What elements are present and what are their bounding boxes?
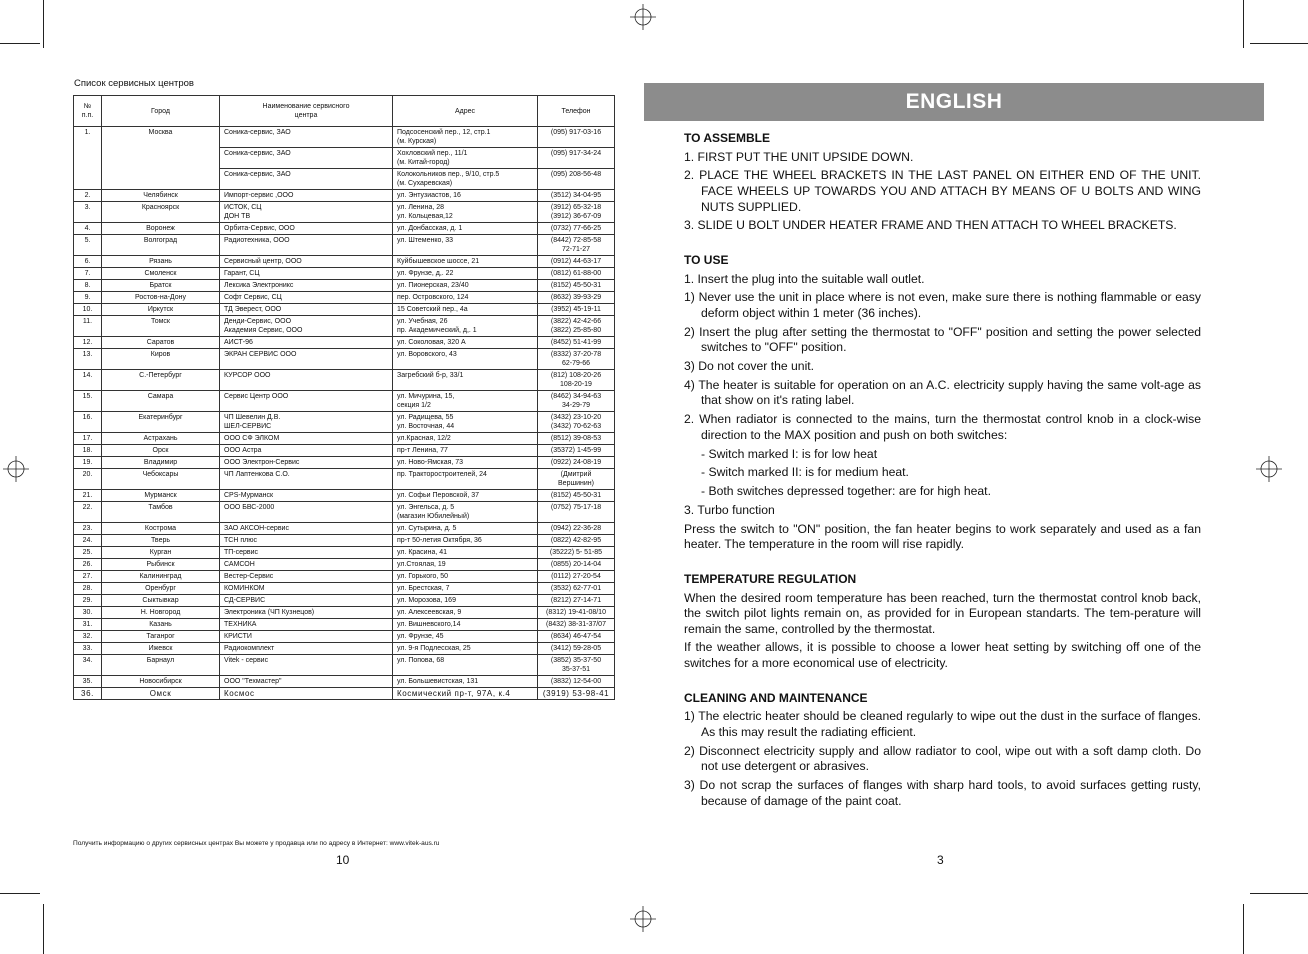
service-centers-body bbox=[74, 127, 615, 700]
row-city: Новосибирск bbox=[102, 676, 220, 688]
section-heading: TEMPERATURE REGULATION bbox=[684, 571, 857, 586]
row-city: Астрахань bbox=[102, 433, 220, 445]
row-center-name: КРИСТИ bbox=[220, 631, 393, 643]
table-row bbox=[74, 316, 615, 337]
table-row bbox=[74, 655, 615, 676]
row-center-name: ООО Электрон-Сервис bbox=[220, 457, 393, 469]
switch-item: - Switch marked I: is for low heat bbox=[701, 446, 878, 461]
list-item: 3. Turbo function bbox=[684, 502, 775, 517]
section-assemble bbox=[684, 131, 1201, 234]
table-row bbox=[74, 292, 615, 304]
row-address: ул. Брестская, 7 bbox=[393, 583, 538, 595]
row-city: Омск bbox=[102, 688, 220, 700]
row-center-name: АИСТ-96 bbox=[220, 337, 393, 349]
list-item: 4) The heater is suitable for operation on an A.C. electricity supply having the same volt-age as that show on it's rating label. bbox=[684, 377, 1201, 408]
row-number: 33. bbox=[74, 643, 102, 655]
row-phone: (8212) 27-14-71 bbox=[538, 595, 615, 607]
row-city: Ижевск bbox=[102, 643, 220, 655]
row-phone: (8432) 38-31-37/07 bbox=[538, 619, 615, 631]
row-number: 29. bbox=[74, 595, 102, 607]
row-number: 31. bbox=[74, 619, 102, 631]
row-address: ул. Донбасская, д. 1 bbox=[393, 223, 538, 235]
table-row bbox=[74, 280, 615, 292]
section-heading: TO ASSEMBLE bbox=[684, 131, 771, 145]
row-center-name: Импорт-сервис ,ООО bbox=[220, 190, 393, 202]
row-center-name: Софт Сервис, СЦ bbox=[220, 292, 393, 304]
row-center-name: САМСОН bbox=[220, 559, 393, 571]
row-number: 11. bbox=[74, 316, 102, 337]
table-row bbox=[74, 490, 615, 502]
row-city: Н. Новгород bbox=[102, 607, 220, 619]
row-address: ул. Красина, 41 bbox=[393, 547, 538, 559]
table-row bbox=[74, 256, 615, 268]
crop-mark bbox=[1243, 904, 1244, 954]
row-center-name: Сервис Центр ООО bbox=[220, 391, 393, 412]
table-row bbox=[74, 547, 615, 559]
row-address: ул. Горького, 50 bbox=[393, 571, 538, 583]
table-row bbox=[74, 202, 615, 223]
row-address: ул. 9-я Подлесская, 25 bbox=[393, 643, 538, 655]
page-number-right: 3 bbox=[937, 853, 944, 867]
row-phone: (3532) 62-77-01 bbox=[538, 583, 615, 595]
row-phone: (8152) 45-50-31 bbox=[538, 490, 615, 502]
row-center-name: ЧП Шевелин Д.В. ШЕЛ-СЕРВИС bbox=[220, 412, 393, 433]
list-item: 1. Insert the plug into the suitable wall outlet. bbox=[684, 271, 925, 286]
row-address: 15 Советский пер., 4а bbox=[393, 304, 538, 316]
table-row bbox=[74, 535, 615, 547]
row-address: ул. Алексеевская, 9 bbox=[393, 607, 538, 619]
row-number: 23. bbox=[74, 523, 102, 535]
row-phone: (0752) 75-17-18 bbox=[538, 502, 615, 523]
row-number: 4. bbox=[74, 223, 102, 235]
row-address: ул. Софьи Перовской, 37 bbox=[393, 490, 538, 502]
row-phone: (8332) 37-20-78 62-79-66 bbox=[538, 349, 615, 370]
switch-item: - Both switches depressed together: are for high heat. bbox=[701, 484, 991, 499]
row-city: С.-Петербург bbox=[102, 370, 220, 391]
row-phone: (0855) 20-14-04 bbox=[538, 559, 615, 571]
row-phone: (8634) 46-47-54 bbox=[538, 631, 615, 643]
row-center-name: Орбита-Сервис, ООО bbox=[220, 223, 393, 235]
row-address: пр. Тракторостроителей, 24 bbox=[393, 469, 538, 490]
table-row bbox=[74, 268, 615, 280]
row-address: Куйбышевское шоссе, 21 bbox=[393, 256, 538, 268]
row-city: Челябинск bbox=[102, 190, 220, 202]
row-center-name: КУРСОР ООО bbox=[220, 370, 393, 391]
table-row bbox=[74, 445, 615, 457]
row-phone: (095) 917-03-16 bbox=[538, 127, 615, 148]
row-phone: (8462) 34-94-63 34-29-79 bbox=[538, 391, 615, 412]
section-cleaning bbox=[684, 691, 1201, 810]
row-number: 9. bbox=[74, 292, 102, 304]
crop-mark bbox=[1243, 0, 1244, 48]
row-city: Сыктывкар bbox=[102, 595, 220, 607]
row-phone: (0922) 24-08-19 bbox=[538, 457, 615, 469]
row-phone: (0912) 44-63-17 bbox=[538, 256, 615, 268]
row-number: 35. bbox=[74, 676, 102, 688]
crop-mark bbox=[1250, 43, 1308, 44]
list-item: 1. FIRST PUT THE UNIT UPSIDE DOWN. bbox=[684, 149, 914, 164]
list-item: 2) Insert the plug after setting the thermostat to "OFF" position and setting the power selected switches to "OFF" position. bbox=[684, 324, 1201, 355]
row-center-name: Радиокомплект bbox=[220, 643, 393, 655]
row-phone: (3822) 42-42-66 (3822) 25-85-80 bbox=[538, 316, 615, 337]
row-center-name: Лексика Электроникс bbox=[220, 280, 393, 292]
row-city: Рязань bbox=[102, 256, 220, 268]
list-item: 3) Do not cover the unit. bbox=[684, 359, 815, 374]
row-phone: (8442) 72-85-58 72-71-27 bbox=[538, 235, 615, 256]
list-item: 2) Disconnect electricity supply and allow radiator to cool, wipe out with a soft damp cloth. Do not use detergent or abrasives. bbox=[684, 743, 1201, 774]
row-number: 1. bbox=[74, 127, 102, 190]
row-number: 34. bbox=[74, 655, 102, 676]
row-address: ул. Фрунзе, д,. 22 bbox=[393, 268, 538, 280]
row-phone: (0732) 77-66-25 bbox=[538, 223, 615, 235]
row-city: Братск bbox=[102, 280, 220, 292]
row-phone: (812) 108-20-26 108-20-19 bbox=[538, 370, 615, 391]
table-row bbox=[74, 631, 615, 643]
row-center-name: ООО СФ ЭЛКОМ bbox=[220, 433, 393, 445]
row-phone: (8312) 19-41-08/10 bbox=[538, 607, 615, 619]
table-row bbox=[74, 391, 615, 412]
row-center-name: Соника-сервис, ЗАО bbox=[220, 127, 393, 148]
row-city: Красноярск bbox=[102, 202, 220, 223]
table-row bbox=[74, 502, 615, 523]
row-city: Таганрог bbox=[102, 631, 220, 643]
row-number: 20. bbox=[74, 469, 102, 490]
row-number: 5. bbox=[74, 235, 102, 256]
row-address: ул.Красная, 12/2 bbox=[393, 433, 538, 445]
row-center-name: ИСТОК, СЦ ДОН ТВ bbox=[220, 202, 393, 223]
row-city: Волгоград bbox=[102, 235, 220, 256]
table-row bbox=[74, 469, 615, 490]
row-number: 18. bbox=[74, 445, 102, 457]
row-address: ул. Ленина, 28 ул. Кольцевая,12 bbox=[393, 202, 538, 223]
row-address: ул. Энгельса, д. 5 (магазин Юбилейный) bbox=[393, 502, 538, 523]
registration-mark-icon bbox=[1256, 456, 1282, 482]
row-phone: (095) 208-56-48 bbox=[538, 169, 615, 190]
row-city: Калининград bbox=[102, 571, 220, 583]
row-address: ул. Пионерская, 23/40 bbox=[393, 280, 538, 292]
row-phone: (8152) 45-50-31 bbox=[538, 280, 615, 292]
row-phone: (3832) 12-54-00 bbox=[538, 676, 615, 688]
table-row bbox=[74, 523, 615, 535]
row-address: ул. Попова, 68 bbox=[393, 655, 538, 676]
row-city: Ростов-на-Дону bbox=[102, 292, 220, 304]
row-city: Курган bbox=[102, 547, 220, 559]
row-address: Хохловский пер., 11/1 (м. Китай-город) bbox=[393, 148, 538, 169]
row-phone: (095) 917-34-24 bbox=[538, 148, 615, 169]
list-item: 1) The electric heater should be cleaned regularly to wipe out the dust in the surface of flanges. As this may result the radiating efficient. bbox=[684, 709, 1201, 739]
row-phone: (3952) 45-19-11 bbox=[538, 304, 615, 316]
row-city: Рыбинск bbox=[102, 559, 220, 571]
row-address: ул. Учебная, 26 пр. Академический, д,. 1 bbox=[393, 316, 538, 337]
row-center-name: ТД Эверест, ООО bbox=[220, 304, 393, 316]
table-row bbox=[74, 349, 615, 370]
row-address: ул. Энтузиастов, 16 bbox=[393, 190, 538, 202]
row-number: 19. bbox=[74, 457, 102, 469]
service-centers-table bbox=[73, 95, 615, 700]
page-number-left: 10 bbox=[336, 853, 350, 867]
row-number: 26. bbox=[74, 559, 102, 571]
table-row bbox=[74, 190, 615, 202]
crop-mark bbox=[1250, 893, 1308, 894]
list-item: 2. When radiator is connected to the mains, turn the thermostat control knob in a clock-wise direction to the MAX position and push on both switches: bbox=[684, 412, 1201, 442]
row-city: Чебоксары bbox=[102, 469, 220, 490]
row-address: ул. Большевистская, 131 bbox=[393, 676, 538, 688]
row-phone: (Дмитрий Вершинин) bbox=[538, 469, 615, 490]
header-city: Город bbox=[102, 96, 220, 127]
row-center-name: ЭКРАН СЕРВИС ООО bbox=[220, 349, 393, 370]
row-center-name: Сервисный центр, ООО bbox=[220, 256, 393, 268]
row-address: Колокольников пер., 9/10, стр.5 (м. Сухаревская) bbox=[393, 169, 538, 190]
row-city: Оренбург bbox=[102, 583, 220, 595]
row-number: 17. bbox=[74, 433, 102, 445]
row-center-name: Соника-сервис, ЗАО bbox=[220, 169, 393, 190]
list-item: 3. SLIDE U BOLT UNDER HEATER FRAME AND THEN ATTACH TO WHEEL BRACKETS. bbox=[684, 218, 1177, 233]
row-phone: (0812) 61-88-00 bbox=[538, 268, 615, 280]
row-phone: (8632) 39-93-29 bbox=[538, 292, 615, 304]
row-address: ул. Мичурина, 15, секция 1/2 bbox=[393, 391, 538, 412]
row-address: ул. Ново-Ямская, 73 bbox=[393, 457, 538, 469]
table-row bbox=[74, 127, 615, 148]
header-address: Адрес bbox=[393, 96, 538, 127]
row-center-name: ЧП Лаптенкова С.О. bbox=[220, 469, 393, 490]
row-address: ул. Радищева, 55 ул. Восточная, 44 bbox=[393, 412, 538, 433]
row-center-name: ТСН плюс bbox=[220, 535, 393, 547]
row-address: ул. Сутырина, д. 5 bbox=[393, 523, 538, 535]
row-number: 7. bbox=[74, 268, 102, 280]
row-center-name: ООО БВС-2000 bbox=[220, 502, 393, 523]
crop-mark bbox=[43, 904, 44, 954]
row-city: Самара bbox=[102, 391, 220, 412]
header-center-name: Наименование сервисного центра bbox=[220, 96, 393, 127]
row-city: Барнаул bbox=[102, 655, 220, 676]
row-number: 22. bbox=[74, 502, 102, 523]
crop-mark bbox=[0, 893, 40, 894]
table-row bbox=[74, 595, 615, 607]
row-number: 25. bbox=[74, 547, 102, 559]
row-address: пер. Островского, 124 bbox=[393, 292, 538, 304]
row-center-name: ЗАО АКСОН-сервис bbox=[220, 523, 393, 535]
row-address: ул. Соколовая, 320 А bbox=[393, 337, 538, 349]
row-number: 10. bbox=[74, 304, 102, 316]
section-use bbox=[684, 253, 1201, 553]
row-address: ул. Штеменко, 33 bbox=[393, 235, 538, 256]
table-row bbox=[74, 583, 615, 595]
table-row bbox=[74, 235, 615, 256]
row-phone: (35372) 1-45-99 bbox=[538, 445, 615, 457]
row-phone: (3432) 23-10-20 (3432) 70-62-63 bbox=[538, 412, 615, 433]
row-city: Иркутск bbox=[102, 304, 220, 316]
row-center-name: CPS-Мурманск bbox=[220, 490, 393, 502]
row-address: Космический пр-т, 97А, к.4 bbox=[393, 688, 538, 700]
row-number: 14. bbox=[74, 370, 102, 391]
row-address: ул. Морозова, 169 bbox=[393, 595, 538, 607]
registration-mark-icon bbox=[3, 456, 29, 482]
table-row bbox=[74, 337, 615, 349]
section-temperature bbox=[684, 572, 1201, 672]
service-info-footer: Получить информацию о других сервисных центрах Вы можете у продавца или по адресу в Интернет: www.vitek-aus.ru bbox=[73, 840, 440, 847]
row-address: пр-т Ленина, 77 bbox=[393, 445, 538, 457]
row-phone: (8512) 39-08-53 bbox=[538, 433, 615, 445]
service-list-title: Список сервисных центров bbox=[74, 78, 194, 89]
paragraph: If the weather allows, it is possible to choose a lower heat setting by switching off one of the switches for a more economical use of electricity. bbox=[684, 640, 1201, 671]
table-row bbox=[74, 370, 615, 391]
row-number: 24. bbox=[74, 535, 102, 547]
row-center-name: ООО "Техмастер" bbox=[220, 676, 393, 688]
row-number: 16. bbox=[74, 412, 102, 433]
table-row bbox=[74, 412, 615, 433]
row-center-name: ООО Астра bbox=[220, 445, 393, 457]
row-phone: (0822) 42-82-95 bbox=[538, 535, 615, 547]
row-city: Орск bbox=[102, 445, 220, 457]
table-row bbox=[74, 223, 615, 235]
list-item: 3) Do not scrap the surfaces of flanges with sharp hard tools, to avoid surfaces getting rusty, because of damage of the paint coat. bbox=[684, 778, 1201, 808]
registration-mark-icon bbox=[630, 906, 656, 932]
table-row bbox=[74, 688, 615, 700]
list-item: 2. PLACE THE WHEEL BRACKETS IN THE LAST PANEL ON EITHER END OF THE UNIT. FACE WHEELS UP TOWARDS YOU AND ATTACH BY MEANS OF U BOLTS AND WING NUTS SUPPLIED. bbox=[684, 168, 1201, 214]
language-banner: ENGLISH bbox=[644, 83, 1264, 121]
row-city: Саратов bbox=[102, 337, 220, 349]
row-phone: (8452) 51-41-99 bbox=[538, 337, 615, 349]
row-address: Загребский б-р, 33/1 bbox=[393, 370, 538, 391]
row-number: 36. bbox=[74, 688, 102, 700]
section-heading: TO USE bbox=[684, 252, 729, 267]
row-center-name: ТЕХНИКА bbox=[220, 619, 393, 631]
row-center-name: ТП-сервис bbox=[220, 547, 393, 559]
crop-mark bbox=[43, 0, 44, 48]
row-phone: (0942) 22-36-28 bbox=[538, 523, 615, 535]
header-number: № п.п. bbox=[74, 96, 102, 127]
row-center-name: Денди-Сервис, ООО Академия Сервис, ООО bbox=[220, 316, 393, 337]
row-number: 32. bbox=[74, 631, 102, 643]
row-number: 21. bbox=[74, 490, 102, 502]
paragraph: When the desired room temperature has been reached, turn the thermostat control knob back, the switch pilot lights remain on, as provided for in European standarts. The tem-perature will remain the same, controlled by the thermostat. bbox=[684, 590, 1201, 636]
row-phone: (3912) 65-32-18 (3912) 36-67-09 bbox=[538, 202, 615, 223]
row-number: 28. bbox=[74, 583, 102, 595]
row-number: 2. bbox=[74, 190, 102, 202]
row-city: Тамбов bbox=[102, 502, 220, 523]
row-number: 12. bbox=[74, 337, 102, 349]
row-center-name: Электроника (ЧП Кузнецов) bbox=[220, 607, 393, 619]
table-row bbox=[74, 559, 615, 571]
row-phone: (0112) 27-20-54 bbox=[538, 571, 615, 583]
row-center-name: Соника-сервис, ЗАО bbox=[220, 148, 393, 169]
row-center-name: КОМИНКОМ bbox=[220, 583, 393, 595]
row-phone: (35222) 5- 51-85 bbox=[538, 547, 615, 559]
switch-item: - Switch marked II: is for medium heat. bbox=[701, 465, 909, 480]
header-phone: Телефон bbox=[538, 96, 615, 127]
paragraph: Press the switch to "ON" position, the fan heater begins to work separately and used as a fan heater. The temperature in the room will rise rapidly. bbox=[684, 521, 1201, 552]
row-city: Кострома bbox=[102, 523, 220, 535]
section-heading: CLEANING AND MAINTENANCE bbox=[684, 690, 868, 705]
crop-mark bbox=[0, 43, 40, 44]
row-center-name: Vitek - сервис bbox=[220, 655, 393, 676]
table-row bbox=[74, 433, 615, 445]
row-number: 8. bbox=[74, 280, 102, 292]
row-number: 13. bbox=[74, 349, 102, 370]
row-address: Подсосенский пер., 12, стр.1 (м. Курская) bbox=[393, 127, 538, 148]
list-item: 1) Never use the unit in place where is not even, make sure there is nothing flammable or easy deform object within 1 meter (36 inches). bbox=[684, 290, 1201, 320]
row-phone: (3512) 34-04-95 bbox=[538, 190, 615, 202]
table-row bbox=[74, 607, 615, 619]
row-center-name: Радиотехника, ООО bbox=[220, 235, 393, 256]
row-phone: (3852) 35-37-50 35-37-51 bbox=[538, 655, 615, 676]
row-number: 30. bbox=[74, 607, 102, 619]
row-number: 27. bbox=[74, 571, 102, 583]
row-city: Владимир bbox=[102, 457, 220, 469]
row-number: 3. bbox=[74, 202, 102, 223]
row-address: ул. Вишневского,14 bbox=[393, 619, 538, 631]
table-row bbox=[74, 304, 615, 316]
row-number: 15. bbox=[74, 391, 102, 412]
row-center-name: СД-СЕРВИС bbox=[220, 595, 393, 607]
table-row bbox=[74, 643, 615, 655]
row-center-name: Вестер-Сервис bbox=[220, 571, 393, 583]
row-city: Смоленск bbox=[102, 268, 220, 280]
row-city: Екатеринбург bbox=[102, 412, 220, 433]
instructions-content bbox=[684, 131, 1201, 812]
row-address: ул.Стоялая, 19 bbox=[393, 559, 538, 571]
row-address: ул. Фрунзе, 45 bbox=[393, 631, 538, 643]
row-address: ул. Воровского, 43 bbox=[393, 349, 538, 370]
row-city: Казань bbox=[102, 619, 220, 631]
row-center-name: Гарант, СЦ bbox=[220, 268, 393, 280]
table-row bbox=[74, 676, 615, 688]
row-phone: (3412) 59-28-05 bbox=[538, 643, 615, 655]
row-city: Киров bbox=[102, 349, 220, 370]
table-row bbox=[74, 619, 615, 631]
row-phone: (3919) 53-98-41 bbox=[538, 688, 615, 700]
row-city: Тверь bbox=[102, 535, 220, 547]
row-address: пр-т 50-летия Октября, 36 bbox=[393, 535, 538, 547]
table-header-row bbox=[74, 96, 615, 127]
registration-mark-icon bbox=[630, 4, 656, 30]
row-city: Томск bbox=[102, 316, 220, 337]
table-row bbox=[74, 571, 615, 583]
row-center-name: Космос bbox=[220, 688, 393, 700]
row-city: Мурманск bbox=[102, 490, 220, 502]
row-number: 6. bbox=[74, 256, 102, 268]
row-city: Воронеж bbox=[102, 223, 220, 235]
table-row bbox=[74, 457, 615, 469]
row-city: Москва bbox=[102, 127, 220, 190]
